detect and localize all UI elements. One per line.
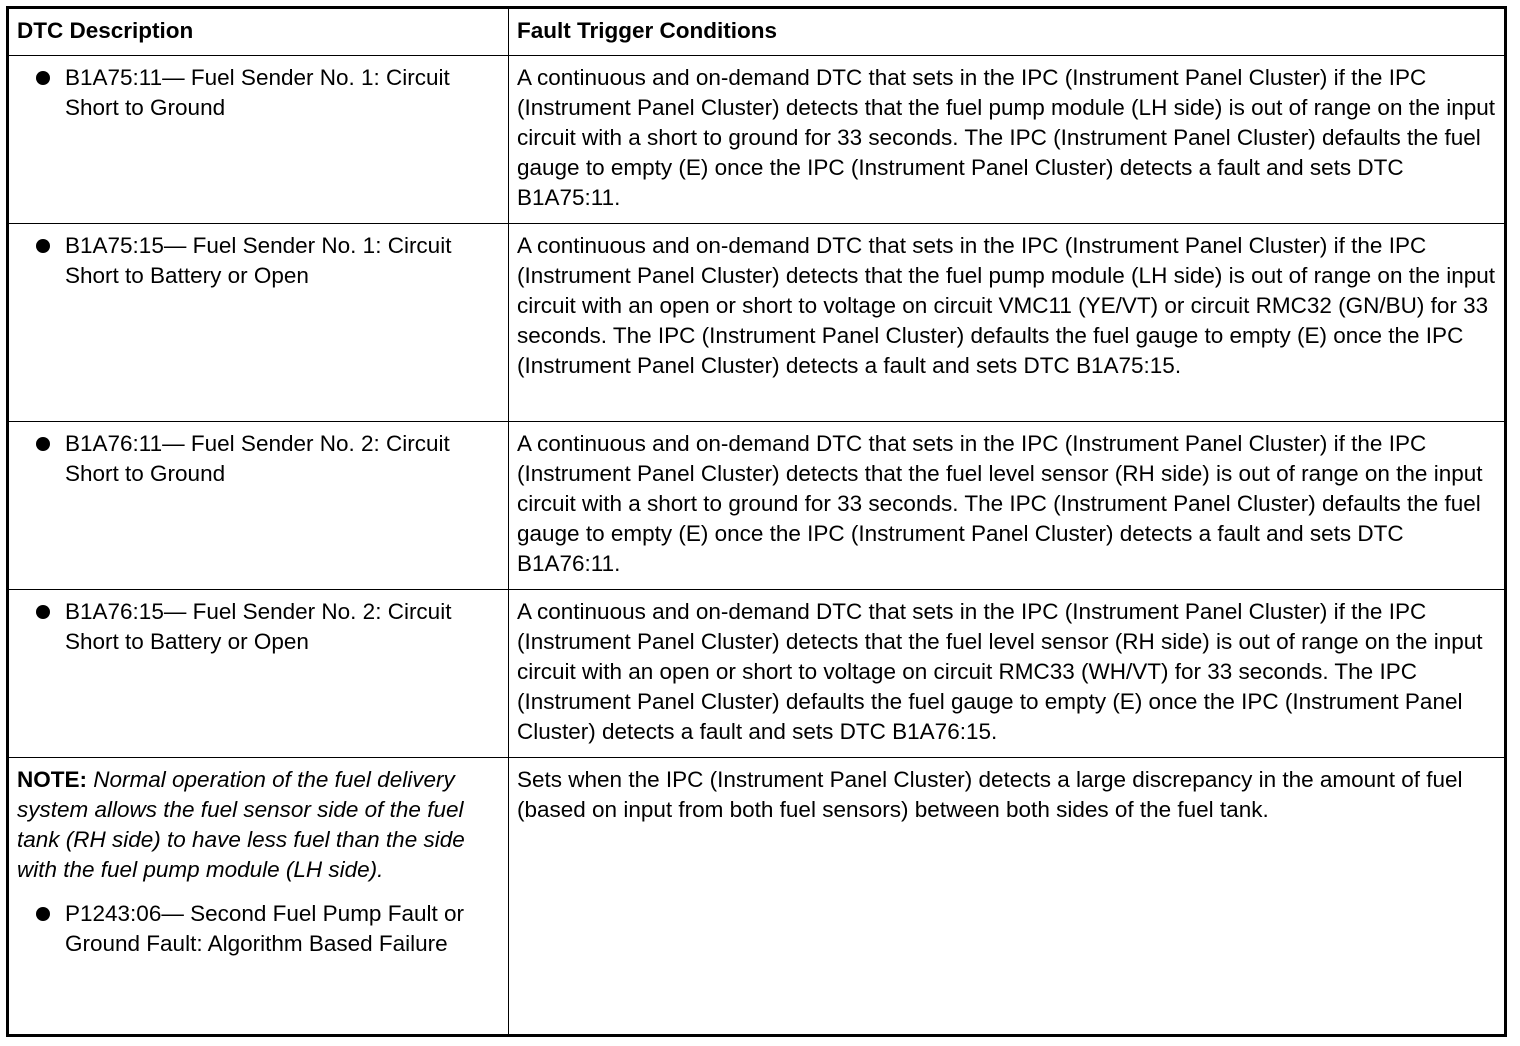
dtc-cell-note <box>8 758 509 1036</box>
dtc-table <box>6 6 1507 1037</box>
dtc-description: P1243:06— Second Fuel Pump Fault or Ground Fault: Algorithm Based Failure <box>65 901 464 956</box>
bullet-icon <box>36 71 50 85</box>
table-row <box>8 590 1506 758</box>
dtc-list-item <box>17 429 500 489</box>
dtc-cell <box>8 56 509 224</box>
note-text: Normal operation of the fuel delivery system allows the fuel sensor side of the fuel tank (RH side) to have less fuel than the side with the fuel pump module (LH side). <box>17 767 465 882</box>
condition-cell: A continuous and on-demand DTC that sets in the IPC (Instrument Panel Cluster) if the IPC (Instrument Panel Cluster) detects that the fuel pump module (LH side) is out of range on the input circuit with a short to ground for 33 seconds. The IPC (Instrument Panel Cluster) defaults the fuel gauge to empty (E) once the IPC (Instrument Panel Cluster) detects a fault and sets DTC B1A75:11. <box>509 56 1506 224</box>
note-label: NOTE: <box>17 767 87 792</box>
dtc-cell <box>8 590 509 758</box>
condition-cell: A continuous and on-demand DTC that sets in the IPC (Instrument Panel Cluster) if the IPC (Instrument Panel Cluster) detects that the fuel level sensor (RH side) is out of range on the input circuit with an open or short to voltage on circuit RMC33 (WH/VT) for 33 seconds. The IPC (Instrument Panel Cluster) defaults the fuel gauge to empty (E) once the IPC (Instrument Panel Cluster) detects a fault and sets DTC B1A76:15. <box>509 590 1506 758</box>
dtc-list-item <box>17 231 500 291</box>
dtc-list-item <box>17 899 500 959</box>
table-row <box>8 56 1506 224</box>
dtc-cell <box>8 224 509 422</box>
dtc-description: B1A75:15— Fuel Sender No. 1: Circuit Short to Battery or Open <box>65 233 452 288</box>
table-header-row <box>8 8 1506 56</box>
condition-cell: A continuous and on-demand DTC that sets in the IPC (Instrument Panel Cluster) if the IPC (Instrument Panel Cluster) detects that the fuel pump module (LH side) is out of range on the input circuit with an open or short to voltage on circuit VMC11 (YE/VT) or circuit RMC32 (GN/BU) for 33 seconds. The IPC (Instrument Panel Cluster) defaults the fuel gauge to empty (E) once the IPC (Instrument Panel Cluster) detects a fault and sets DTC B1A75:15. <box>509 224 1506 422</box>
bullet-icon <box>36 239 50 253</box>
table-row <box>8 224 1506 422</box>
header-dtc-description: DTC Description <box>8 8 509 56</box>
bullet-icon <box>36 907 50 921</box>
bullet-icon <box>36 437 50 451</box>
dtc-cell <box>8 422 509 590</box>
header-fault-trigger-conditions: Fault Trigger Conditions <box>509 8 1506 56</box>
dtc-list-item <box>17 597 500 657</box>
dtc-description: B1A75:11— Fuel Sender No. 1: Circuit Short to Ground <box>65 65 450 120</box>
note-block <box>17 765 500 885</box>
condition-cell: A continuous and on-demand DTC that sets in the IPC (Instrument Panel Cluster) if the IPC (Instrument Panel Cluster) detects that the fuel level sensor (RH side) is out of range on the input circuit with a short to ground for 33 seconds. The IPC (Instrument Panel Cluster) defaults the fuel gauge to empty (E) once the IPC (Instrument Panel Cluster) detects a fault and sets DTC B1A76:11. <box>509 422 1506 590</box>
table-row-note <box>8 758 1506 1036</box>
dtc-description: B1A76:11— Fuel Sender No. 2: Circuit Short to Ground <box>65 431 450 486</box>
bullet-icon <box>36 605 50 619</box>
dtc-description: B1A76:15— Fuel Sender No. 2: Circuit Short to Battery or Open <box>65 599 452 654</box>
dtc-list-item <box>17 63 500 123</box>
table-row <box>8 422 1506 590</box>
condition-cell: Sets when the IPC (Instrument Panel Cluster) detects a large discrepancy in the amount of fuel (based on input from both fuel sensors) between both sides of the fuel tank. <box>509 758 1506 1036</box>
